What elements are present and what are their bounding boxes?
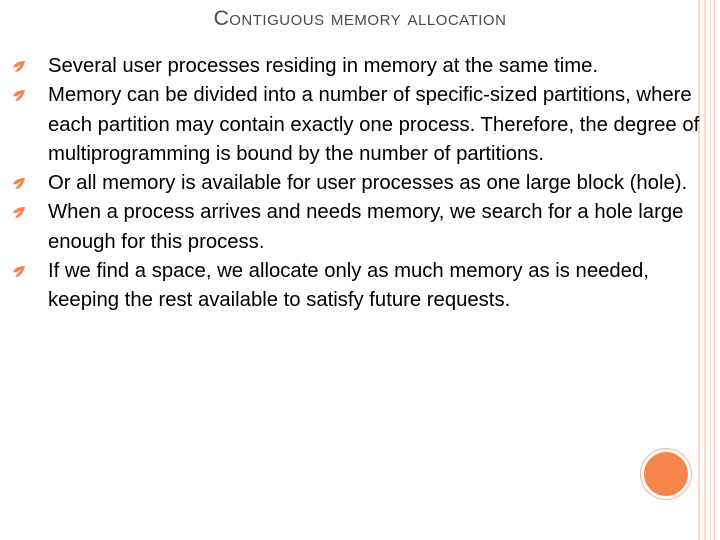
decorative-circle bbox=[641, 449, 691, 499]
bullet-item bbox=[0, 81, 705, 169]
fleuron-bullet-icon bbox=[12, 265, 26, 279]
fleuron-bullet-icon bbox=[12, 177, 26, 191]
bullet-list bbox=[0, 52, 705, 316]
decorative-stripe bbox=[710, 0, 711, 540]
fleuron-bullet-icon bbox=[12, 60, 26, 74]
decorative-stripe bbox=[714, 0, 715, 540]
bullet-text: Memory can be divided into a number of specific-sized partitions, where each partition may contain exactly one process. Therefore, the degree of multiprogramming is bound by the number of partitions. bbox=[48, 84, 700, 165]
bullet-text: Several user processes residing in memory at the same time. bbox=[48, 55, 599, 77]
bullet-item bbox=[0, 198, 705, 257]
fleuron-bullet-icon bbox=[12, 206, 26, 220]
bullet-item bbox=[0, 169, 705, 198]
bullet-text: If we find a space, we allocate only as much memory as is needed, keeping the rest available to satisfy future requests. bbox=[48, 260, 649, 312]
fleuron-bullet-icon bbox=[12, 89, 26, 103]
bullet-text: Or all memory is available for user processes as one large block (hole). bbox=[48, 172, 688, 195]
bullet-text: When a process arrives and needs memory, we search for a hole large enough for this process. bbox=[48, 201, 684, 253]
bullet-item bbox=[0, 52, 705, 81]
bullet-item bbox=[0, 257, 705, 316]
slide-title: Contiguous memory allocation bbox=[213, 7, 507, 30]
